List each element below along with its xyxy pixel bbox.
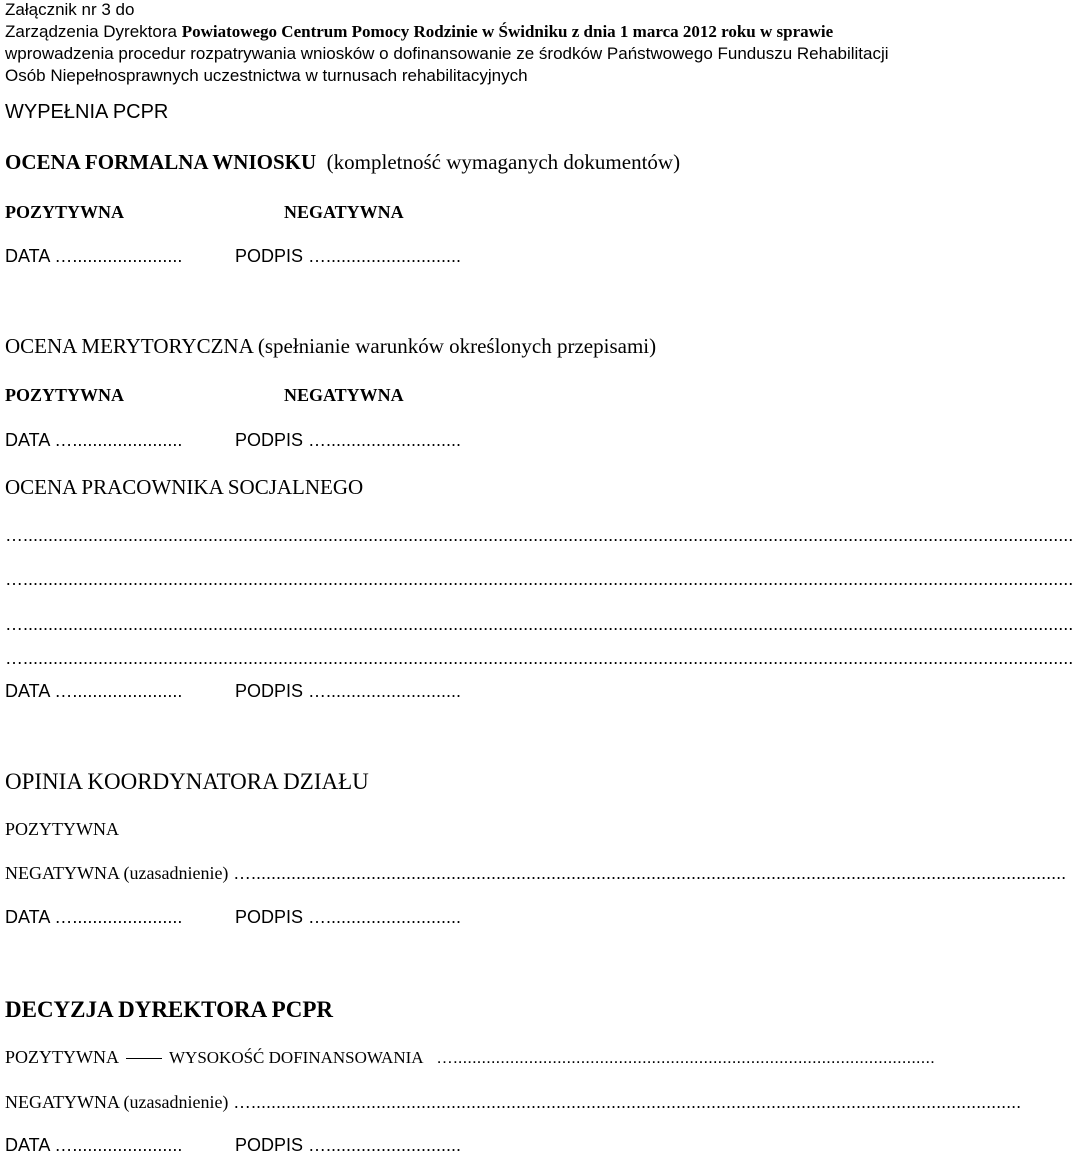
formal-evaluation-heading: OCENA FORMALNA WNIOSKU [5,150,317,174]
merit-evaluation-title [5,336,656,357]
decision-signature-field[interactable]: PODPIS …........................... [235,1135,462,1155]
formal-evaluation-title [5,152,680,173]
coordinator-positive-option[interactable]: POZYTYWNA [5,819,119,839]
attachment-number: Załącznik nr 3 do [5,0,135,19]
formal-negative-option[interactable]: NEGATYWNA [284,202,404,222]
social-worker-signature-field[interactable]: PODPIS …........................... [235,681,462,701]
merit-evaluation-note: (spełnianie warunków określonych przepisami) [252,334,657,358]
formal-evaluation-note: (kompletność wymaganych dokumentów) [316,150,681,174]
coordinator-negative-row [5,863,1067,883]
decision-positive-row [5,1048,955,1066]
merit-signature-field[interactable]: PODPIS …........................... [235,430,462,450]
merit-negative-option[interactable]: NEGATYWNA [284,385,404,405]
decision-negative-option[interactable]: NEGATYWNA (uzasadnienie) [5,1092,233,1112]
director-decision-title: DECYZJA DYREKTORA PCPR [5,997,333,1022]
merit-positive-option[interactable]: POZYTYWNA [5,385,125,405]
coordinator-opinion-title: OPINIA KOORDYNATORA DZIAŁU [5,769,369,794]
social-worker-line-2[interactable]: ….................................................................................................................................................................................................................. [5,569,1073,589]
merit-date-field[interactable]: DATA …...................... [5,430,183,450]
decision-negative-row [5,1092,1022,1112]
decision-date-field[interactable]: DATA …...................... [5,1135,183,1155]
decision-justification-field[interactable]: ….......................................................................................................................................................... [232,1092,1022,1112]
filled-by-note: WYPEŁNIA PCPR [5,101,169,123]
social-worker-line-3[interactable]: ….................................................................................................................................................................................................................. [5,614,1073,634]
social-worker-line-4[interactable]: ….................................................................................................................................................................................................................. [5,648,1073,668]
coordinator-date-field[interactable]: DATA …...................... [5,907,183,927]
social-worker-date-field[interactable]: DATA …...................... [5,681,183,701]
ordinance-prefix: Zarządzenia Dyrektora [5,22,182,41]
funding-amount-label: WYSOKOŚĆ DOFINANSOWANIA [169,1048,424,1067]
ordinance-line [5,23,833,40]
ordinance-bold-text: Powiatowego Centrum Pomocy Rodzinie w Świdniku z dnia 1 marca 2012 roku w sprawie [181,22,834,41]
coordinator-signature-field[interactable]: PODPIS …........................... [235,907,462,927]
dash-separator [126,1058,162,1059]
merit-evaluation-heading: OCENA MERYTORYCZNA [5,334,253,358]
formal-positive-option[interactable]: POZYTYWNA [5,202,125,222]
funding-amount-field[interactable]: …...................................................................................................... [436,1048,935,1067]
formal-signature-field[interactable]: PODPIS …........................... [235,246,462,266]
social-worker-line-1[interactable]: ….................................................................................................................................................................................................................. [5,525,1073,545]
ordinance-subject-line-2: Osób Niepełnosprawnych uczestnictwa w turnusach rehabilitacyjnych [5,66,528,85]
ordinance-subject-line-1: wprowadzenia procedur rozpatrywania wniosków o dofinansowanie ze środków Państwowego Funduszu Rehabilitacji [5,44,889,63]
social-worker-evaluation-title: OCENA PRACOWNIKA SOCJALNEGO [5,475,364,499]
coordinator-justification-field[interactable]: …................................................................................................................................................................... [232,863,1067,883]
coordinator-negative-option[interactable]: NEGATYWNA (uzasadnienie) [5,863,233,883]
formal-date-field[interactable]: DATA …...................... [5,246,183,266]
decision-positive-option[interactable]: POZYTYWNA [5,1047,118,1067]
